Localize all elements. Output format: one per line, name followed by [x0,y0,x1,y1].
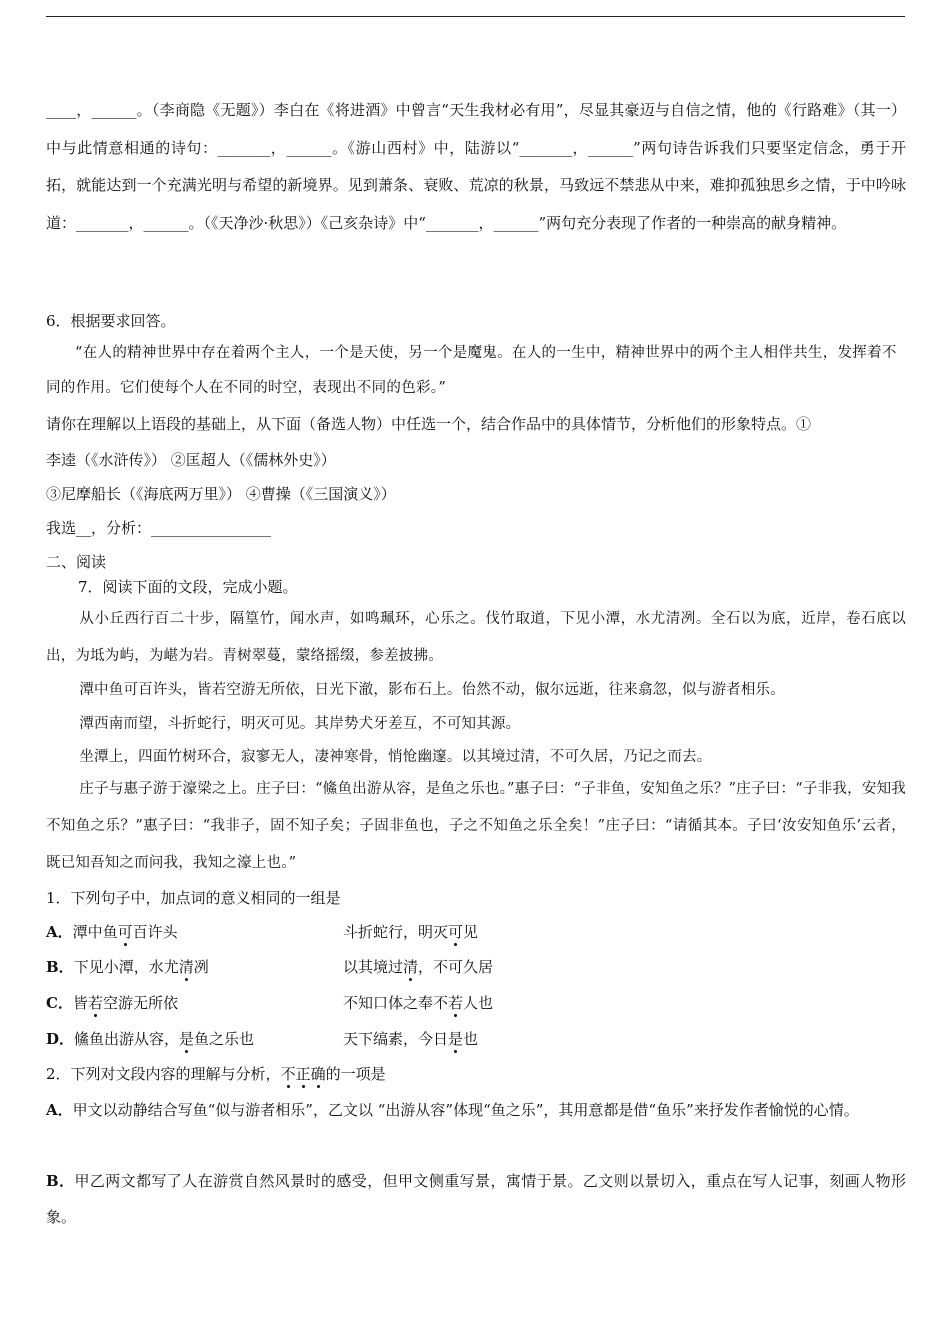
dotted-word: 清 [403,953,418,981]
dotted-word: 是 [179,1025,194,1053]
option-label: B． [46,958,74,976]
option-label: A． [46,923,73,941]
subquestion-1-option-d[interactable]: D．鯈鱼出游从容，是鱼之乐也 天下缟素，今日是也 [46,1025,906,1053]
question-6-options-line2: ③尼摩船长（《海底两万里》） ④曹操（《三国演义》） [46,485,396,503]
subquestion-2-option-a[interactable]: A．甲文以动静结合写鱼“似与游者相乐”，乙文以 “出游从容”体现“鱼之乐”，其用意都是借“鱼乐”来抒发作者愉悦的心情。 [46,1101,859,1119]
dotted-word: 若 [88,989,103,1017]
dotted-word: 若 [448,989,463,1017]
dotted-word: 可 [448,918,463,946]
question-6-answer-line: 我选__，分析：________________ [46,519,272,537]
option-label: B． [46,1172,75,1190]
subquestion-2-title: 2．下列对文段内容的理解与分析，不正确的一项是 [46,1060,386,1088]
passage-paragraph-2: 潭中鱼可百许头，皆若空游无所依，日光下澈，影布石上。佁然不动，俶尔远逝，往来翕忽，似与游者相乐。 [79,682,785,698]
fill-in-paragraph: ____，______。（李商隐《无题》）李白在《将进酒》中曾言“天生我材必有用”，尽显其豪迈与自信之情，他的《行路难》（其一）中与此情意相通的诗句：_______，______。《游山西村》中，陆游以“_______，______”两句诗告诉我们只要坚定信念，勇于开拓，就能达到一个充满光明与希望的新境界。见到萧条、衰败、荒凉的秋景，马致远不禁悲从中来，难抑孤独思乡之情，于中吟咏道：_______，______。（《天净沙·秋思》）《己亥杂诗》中“_______，______”两句充分表现了作者的一种崇高的献身精神。 [46,101,906,232]
header-rule [46,16,905,17]
subquestion-2-option-b[interactable]: B．甲乙两文都写了人在游赏自然风景时的感受，但甲文侧重写景，寓情于景。乙文则以景切入，重点在写人记事，刻画人物形象。 [46,1172,906,1226]
subquestion-1-option-a[interactable]: A．潭中鱼可百许头 斗折蛇行，明灭可见 [46,918,906,946]
dotted-word: 不 [281,1060,296,1088]
dotted-word: 正 [296,1060,311,1088]
question-6-title: 6．根据要求回答。 [46,312,176,330]
question-6-prompt: 请你在理解以上语段的基础上，从下面（备选人物）中任选一个，结合作品中的具体情节，分析他们的形象特点。① [46,415,812,433]
option-label: C． [46,994,73,1012]
subquestion-1-title: 1．下列句子中，加点词的意义相同的一组是 [46,889,341,907]
subquestion-1-option-b[interactable]: B．下见小潭，水尤清冽 以其境过清，不可久居 [46,953,906,981]
subquestion-1-option-c[interactable]: C．皆若空游无所依 不知口体之奉不若人也 [46,989,906,1017]
question-6-quote: “在人的精神世界中存在着两个主人，一个是天使，另一个是魔鬼。在人的一生中，精神世界中的两个主人相伴共生，发挥着不同的作用。它们使每个人在不同的时空，表现出不同的色彩。” [46,345,897,396]
option-label: A． [46,1101,73,1119]
passage-paragraph-4: 坐潭上，四面竹树环合，寂寥无人，凄神寒骨，悄怆幽邃。以其境过清，不可久居，乃记之而去。 [79,749,712,765]
dotted-word: 清 [179,953,194,981]
question-6-options-line1: 李逵（《水浒传》） ②匡超人（《儒林外史》） [46,451,336,469]
question-7-title: 7．阅读下面的文段，完成小题。 [78,578,298,596]
dotted-word: 是 [448,1025,463,1053]
section-reading-title: 二、阅读 [46,553,107,571]
passage-paragraph-3: 潭西南而望，斗折蛇行，明灭可见。其岸势犬牙差互，不可知其源。 [79,716,521,732]
dotted-word: 可 [118,918,133,946]
passage-paragraph-1: 从小丘西行百二十步，隔篁竹，闻水声，如鸣珮环，心乐之。伐竹取道，下见小潭，水尤清冽。全石以为底，近岸，卷石底以出，为坻为屿，为嵁为岩。青树翠蔓，蒙络摇缀，参差披拂。 [46,611,906,664]
option-label: D． [46,1030,75,1048]
passage-paragraph-5: 庄子与惠子游于濠梁之上。庄子曰：“鯈鱼出游从容，是鱼之乐也。”惠子曰：“子非鱼，安知鱼之乐？”庄子曰：“子非我，安知我不知鱼之乐？”惠子曰：“我非子，固不知子矣；子固非鱼也，子之不知鱼之乐全矣！”庄子曰：“请循其本。子曰‘汝安知鱼乐’云者，既已知吾知之而问我，我知之濠上也。” [46,781,906,871]
dotted-word: 确 [311,1060,326,1088]
